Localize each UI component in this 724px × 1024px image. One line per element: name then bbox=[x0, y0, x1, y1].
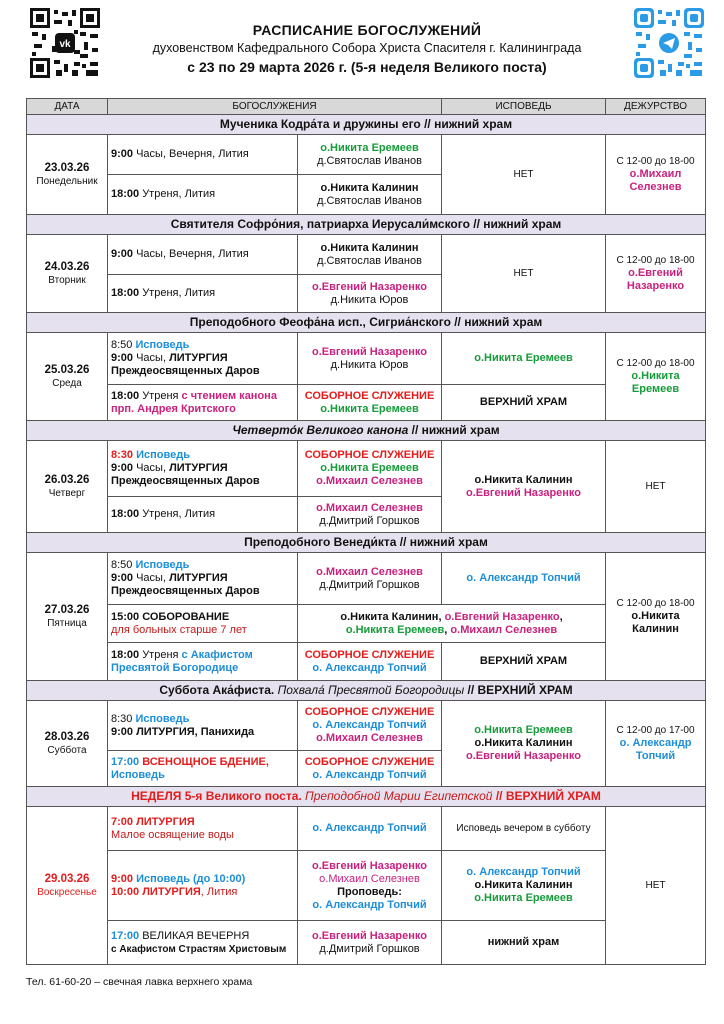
date-cell: 24.03.26 Вторник bbox=[27, 235, 108, 313]
confession-cell: ВЕРХНИЙ ХРАМ bbox=[442, 385, 606, 421]
confession-cell: Исповедь вечером в субботу bbox=[442, 807, 606, 851]
service-cell: 9:00 Часы, Вечерня, Лития bbox=[108, 235, 298, 275]
clergy-cell: о.Михаил Селезнев д.Дмитрий Горшков bbox=[298, 497, 442, 533]
service-cell: 17:00 ВСЕНОЩНОЕ БДЕНИЕ, Исповедь bbox=[108, 751, 298, 787]
date-cell: 25.03.26 Среда bbox=[27, 333, 108, 421]
table-row bbox=[27, 921, 706, 965]
table-row bbox=[27, 441, 706, 497]
col-date: ДАТА bbox=[27, 99, 108, 115]
duty-cell: С 12-00 до 18-00 о.Евгений Назаренко bbox=[606, 235, 706, 313]
service-cell: 18:00 Утреня, Лития bbox=[108, 175, 298, 215]
table-row bbox=[27, 643, 706, 681]
date-cell: 27.03.26 Пятница bbox=[27, 553, 108, 681]
date-cell: 26.03.26 Четверг bbox=[27, 441, 108, 533]
confession-cell: о. Александр Топчий о.Никита Калинин о.Никита Еремеев bbox=[442, 851, 606, 921]
service-cell: 8:50 Исповедь 9:00 Часы, ЛИТУРГИЯ Преждеосвященных Даров bbox=[108, 553, 298, 605]
confession-cell: НЕТ bbox=[442, 235, 606, 313]
confession-cell: ВЕРХНИЙ ХРАМ bbox=[442, 643, 606, 681]
day-section-header: Суббота Ака́фиста. Похвала́ Пресвятой Богородицы // ВЕРХНИЙ ХРАМ bbox=[27, 681, 706, 701]
col-confession: ИСПОВЕДЬ bbox=[442, 99, 606, 115]
service-cell: 9:00 Исповедь (до 10:00) 10:00 ЛИТУРГИЯ, Лития bbox=[108, 851, 298, 921]
table-row bbox=[27, 385, 706, 421]
table-row bbox=[27, 333, 706, 385]
clergy-cell: о.Никита Еремеев д.Святослав Иванов bbox=[298, 135, 442, 175]
clergy-cell: о.Евгений Назаренко д.Никита Юров bbox=[298, 333, 442, 385]
vk-qr-code-icon bbox=[30, 8, 100, 78]
table-row bbox=[27, 701, 706, 751]
service-cell: 15:00 СОБОРОВАНИЕ для больных старше 7 лет bbox=[108, 605, 298, 643]
clergy-cell: о.Никита Калинин д.Святослав Иванов bbox=[298, 175, 442, 215]
table-row bbox=[27, 135, 706, 175]
table-row bbox=[27, 235, 706, 275]
day-section-header: Мученика Кодра́та и дружины его // нижний храм bbox=[27, 115, 706, 135]
confession-cell: НЕТ bbox=[442, 135, 606, 215]
clergy-cell: о. Александр Топчий bbox=[298, 807, 442, 851]
table-header-row bbox=[27, 99, 706, 115]
clergy-cell: о.Евгений Назаренко д.Никита Юров bbox=[298, 275, 442, 313]
schedule-header bbox=[105, 22, 629, 75]
table-row bbox=[27, 605, 706, 643]
svg-text:vk: vk bbox=[59, 39, 71, 50]
confession-cell: о.Никита Еремеев bbox=[442, 333, 606, 385]
clergy-cell: СОБОРНОЕ СЛУЖЕНИЕ о.Никита Еремеев о.Михаил Селезнев bbox=[298, 441, 442, 497]
duty-cell: С 12-00 до 17-00 о. Александр Топчий bbox=[606, 701, 706, 787]
table-row bbox=[27, 553, 706, 605]
col-services: БОГОСЛУЖЕНИЯ bbox=[108, 99, 442, 115]
service-cell: 18:00 Утреня, Лития bbox=[108, 497, 298, 533]
date-cell: 23.03.26 Понедельник bbox=[27, 135, 108, 215]
clergy-cell: о.Евгений Назаренко д.Дмитрий Горшков bbox=[298, 921, 442, 965]
footer-phone: Тел. 61-60-20 – свечная лавка верхнего храма bbox=[26, 976, 253, 988]
telegram-qr-code-icon bbox=[634, 8, 704, 78]
service-cell: 8:50 Исповедь 9:00 Часы, ЛИТУРГИЯ Преждеосвященных Даров bbox=[108, 333, 298, 385]
service-cell: 18:00 Утреня с Акафистом Пресвятой Богородице bbox=[108, 643, 298, 681]
date-cell: 28.03.26 Суббота bbox=[27, 701, 108, 787]
day-section-header: НЕДЕЛЯ 5-я Великого поста. Преподобной Марии Египетской // ВЕРХНИЙ ХРАМ bbox=[27, 787, 706, 807]
confession-cell: о. Александр Топчий bbox=[442, 553, 606, 605]
confession-cell: нижний храм bbox=[442, 921, 606, 965]
confession-cell: о.Никита Калинин о.Евгений Назаренко bbox=[442, 441, 606, 533]
service-cell: 8:30 Исповедь 9:00 Часы, ЛИТУРГИЯ Преждеосвященных Даров bbox=[108, 441, 298, 497]
day-section-header: Преподобного Феофа́на исп., Сигриа́нского // нижний храм bbox=[27, 313, 706, 333]
duty-cell: С 12-00 до 18-00 о.Никита Еремеев bbox=[606, 333, 706, 421]
service-cell: 17:00 ВЕЛИКАЯ ВЕЧЕРНЯ с Акафистом Страстям Христовым bbox=[108, 921, 298, 965]
service-cell: 18:00 Утреня, Лития bbox=[108, 275, 298, 313]
day-section-header: Святителя Софро́ния, патриарха Иерусали́мского // нижний храм bbox=[27, 215, 706, 235]
service-cell: 9:00 Часы, Вечерня, Лития bbox=[108, 135, 298, 175]
clergy-cell: о.Евгений Назаренко о.Михаил Селезнев Проповедь: о. Александр Топчий bbox=[298, 851, 442, 921]
clergy-cell: СОБОРНОЕ СЛУЖЕНИЕ о. Александр Топчий bbox=[298, 751, 442, 787]
table-row bbox=[27, 807, 706, 851]
page-title: РАСПИСАНИЕ БОГОСЛУЖЕНИЙ bbox=[252, 22, 482, 38]
table-row bbox=[27, 851, 706, 921]
duty-cell: С 12-00 до 18-00 о.Никита Калинин bbox=[606, 553, 706, 681]
clergy-cell: СОБОРНОЕ СЛУЖЕНИЕ о. Александр Топчий bbox=[298, 643, 442, 681]
confession-cell: о.Никита Еремеев о.Никита Калинин о.Евгений Назаренко bbox=[442, 701, 606, 787]
duty-cell: С 12-00 до 18-00 о.Михаил Селезнев bbox=[606, 135, 706, 215]
schedule-period: с 23 по 29 марта 2026 г. (5-я неделя Великого поста) bbox=[187, 59, 547, 75]
schedule-table bbox=[26, 98, 706, 965]
date-cell: 29.03.26 Воскресенье bbox=[27, 807, 108, 965]
day-section-header: Четверто́к Великого канона // нижний храм bbox=[27, 421, 706, 441]
col-duty: ДЕЖУРСТВО bbox=[606, 99, 706, 115]
service-cell: 7:00 ЛИТУРГИЯ Малое освящение воды bbox=[108, 807, 298, 851]
clergy-cell: о.Никита Калинин д.Святослав Иванов bbox=[298, 235, 442, 275]
clergy-cell: СОБОРНОЕ СЛУЖЕНИЕ о.Никита Еремеев bbox=[298, 385, 442, 421]
duty-cell: НЕТ bbox=[606, 807, 706, 965]
duty-cell: НЕТ bbox=[606, 441, 706, 533]
clergy-cell: СОБОРНОЕ СЛУЖЕНИЕ о. Александр Топчий о.Михаил Селезнев bbox=[298, 701, 442, 751]
clergy-cell: о.Михаил Селезнев д.Дмитрий Горшков bbox=[298, 553, 442, 605]
day-section-header: Преподобного Венеди́кта // нижний храм bbox=[27, 533, 706, 553]
service-cell: 18:00 Утреня с чтением канона прп. Андрея Критского bbox=[108, 385, 298, 421]
page-subtitle: духовенством Кафедрального Собора Христа Спасителя г. Калининграда bbox=[152, 41, 582, 55]
clergy-cell: о.Никита Калинин, о.Евгений Назаренко, о.Никита Еремеев, о.Михаил Селезнев bbox=[298, 605, 606, 643]
service-cell: 8:30 Исповедь 9:00 ЛИТУРГИЯ, Панихида bbox=[108, 701, 298, 751]
